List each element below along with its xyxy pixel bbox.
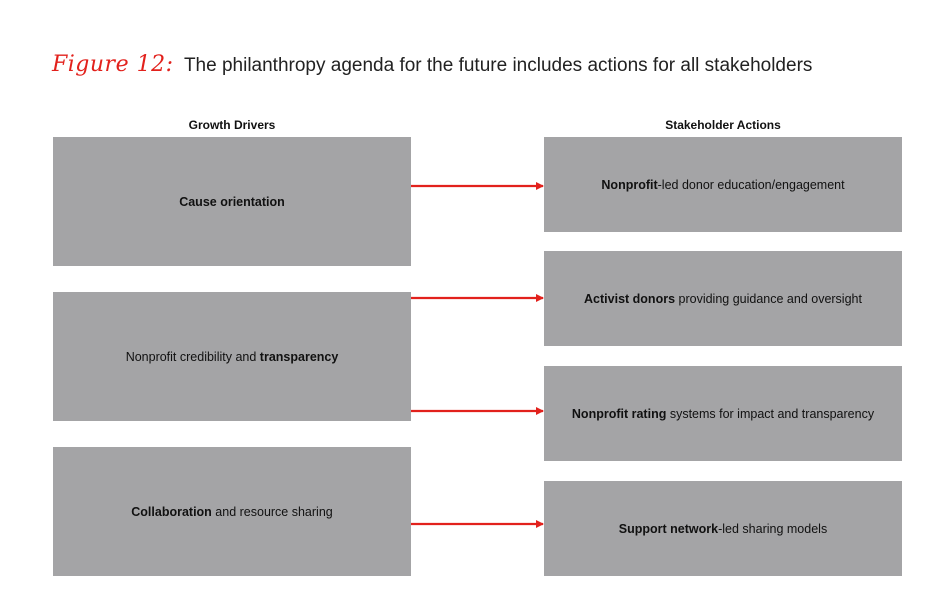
action-text: providing guidance and oversight bbox=[675, 291, 862, 306]
figure-title: The philanthropy agenda for the future includes actions for all stakeholders bbox=[183, 55, 813, 76]
action-bold-text: Nonprofit bbox=[601, 177, 658, 192]
figure-label: Figure 12: bbox=[52, 52, 174, 77]
growth-drivers-header: Growth Drivers bbox=[188, 118, 276, 132]
stakeholder-actions-header: Stakeholder Actions bbox=[665, 118, 781, 132]
action-text: -led donor education/engagement bbox=[657, 177, 845, 192]
driver-bold-text: Collaboration bbox=[131, 504, 212, 519]
action-text: -led sharing models bbox=[718, 521, 828, 536]
driver-bold-text: Cause orientation bbox=[179, 194, 285, 209]
driver-bold-text: transparency bbox=[259, 349, 339, 364]
action-bold-text: Nonprofit rating bbox=[571, 406, 667, 421]
driver-text: Nonprofit credibility and bbox=[125, 349, 260, 364]
action-bold-text: Support network bbox=[618, 521, 719, 536]
action-bold-text: Activist donors bbox=[584, 291, 676, 306]
driver-text: and resource sharing bbox=[211, 504, 333, 519]
action-text: systems for impact and transparency bbox=[666, 406, 875, 421]
